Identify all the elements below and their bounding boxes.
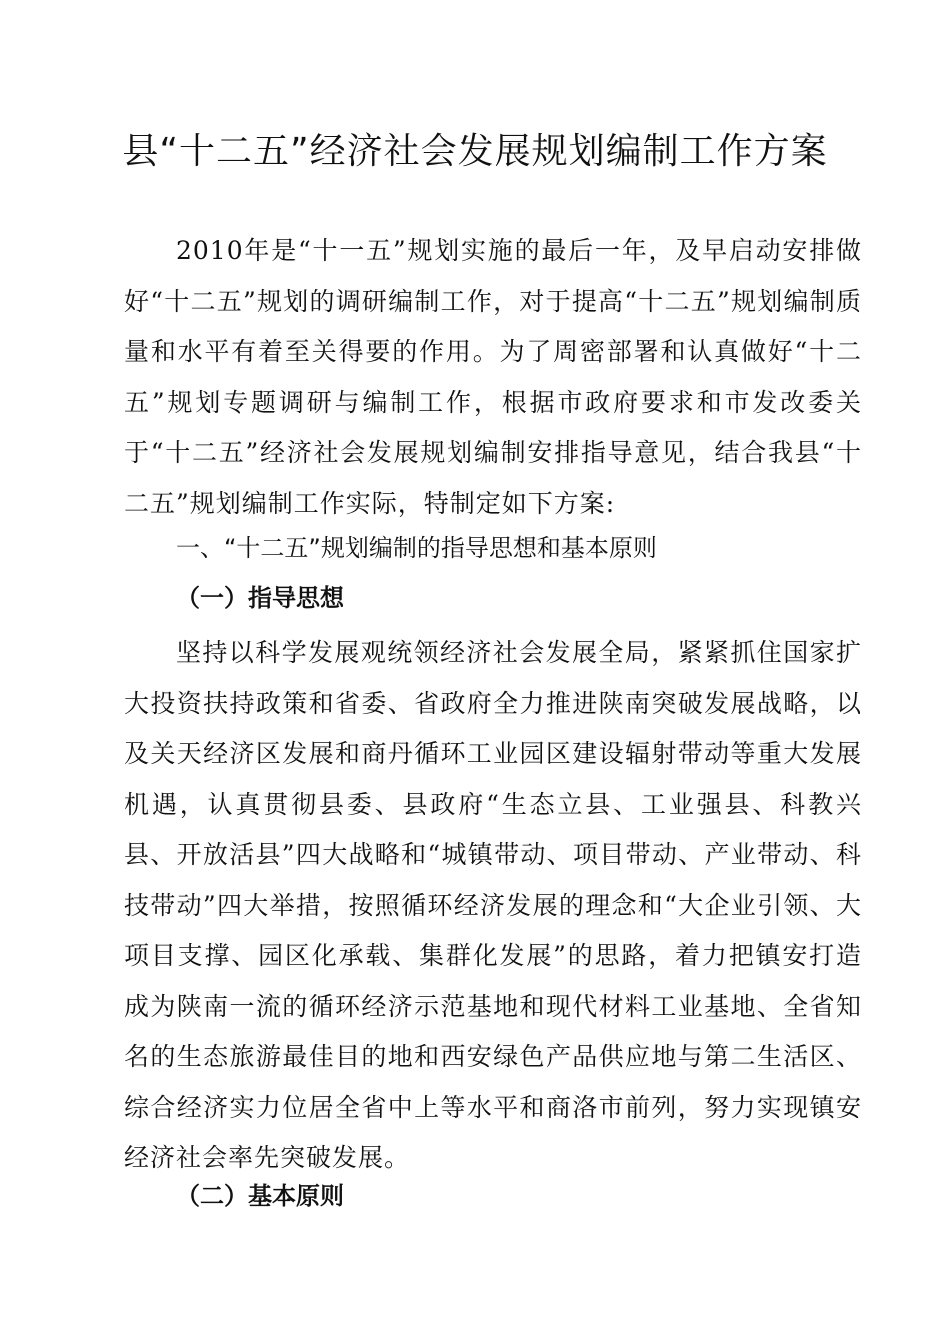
document-title: 县“十二五”经济社会发展规划编制工作方案: [122, 131, 828, 172]
subsection-1-heading: （一）指导思想: [176, 584, 344, 612]
section-1-heading: 一、“十二五”规划编制的指导思想和基本原则: [176, 534, 657, 562]
intro-paragraph: 2010年是“十一五”规划实施的最后一年，及早启动安排做好“十二五”规划的调研编制工作，对于提高“十二五”规划编制质量和水平有着至关得要的作用。为了周密部署和认真做好“十二五”规划专题调研与编制工作，根据市政府要求和市发改委关于“十二五”经济社会发展规划编制安排指导意见，结合我县“十二五”规划编制工作实际，特制定如下方案:: [124, 236, 862, 518]
subsection-1-paragraph: 坚持以科学发展观统领经济社会发展全局，紧紧抓住国家扩大投资扶持政策和省委、省政府全力推进陕南突破发展战略，以及关天经济区发展和商丹循环工业园区建设辐射带动等重大发展机遇，认真贯彻县委、县政府“生态立县、工业强县、科教兴县、开放活县”四大战略和“城镇带动、项目带动、产业带动、科技带动”四大举措，按照循环经济发展的理念和“大企业引领、大项目支撑、园区化承载、集群化发展”的思路，着力把镇安打造成为陕南一流的循环经济示范基地和现代材料工业基地、全省知名的生态旅游最佳目的地和西安绿色产品供应地与第二生活区、综合经济实力位居全省中上等水平和商洛市前列，努力实现镇安经济社会率先突破发展。: [124, 638, 862, 1172]
subsection-2-heading: （二）基本原则: [176, 1182, 344, 1210]
